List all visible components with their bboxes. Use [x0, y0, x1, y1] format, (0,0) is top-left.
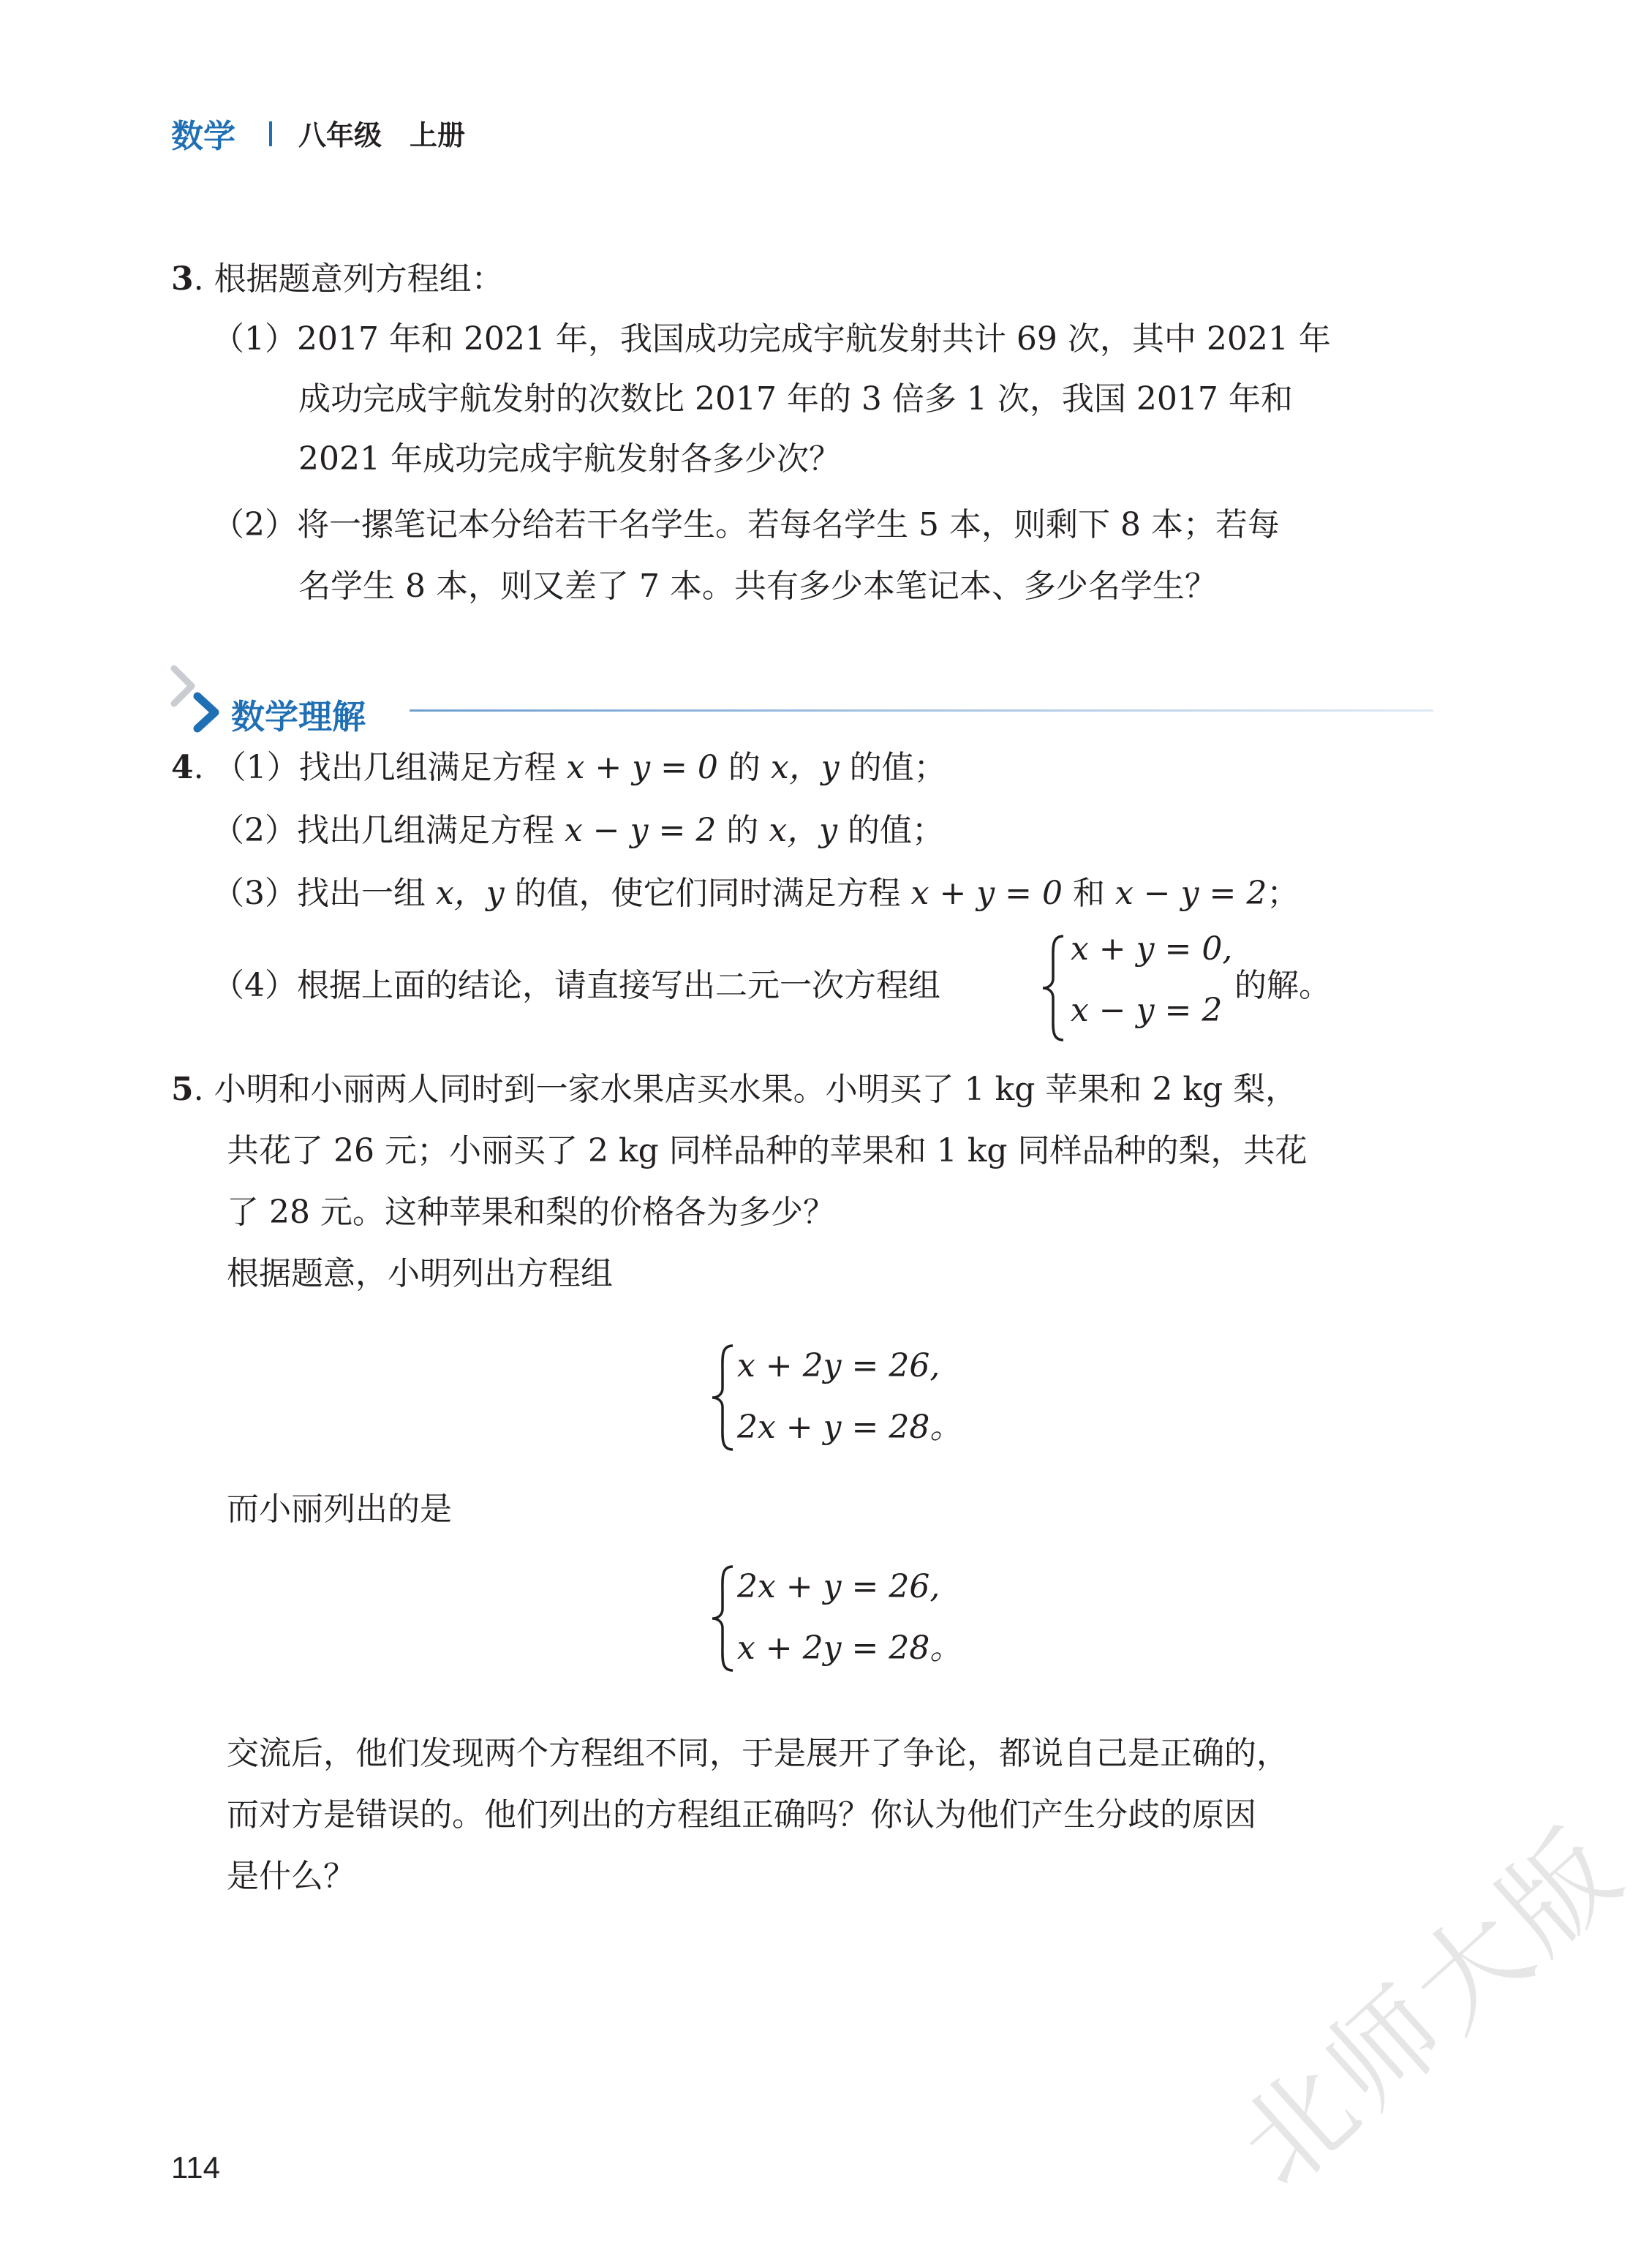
q4-system-eq1: x + y = 0,	[1071, 930, 1233, 968]
book-subject: 数学	[171, 118, 235, 155]
q4-p3-equation2: x − y = 2	[1114, 875, 1267, 912]
q4-p1-equation: x + y = 0	[566, 749, 718, 786]
q4-p1	[171, 746, 946, 790]
q4-p3	[212, 872, 1299, 916]
q5-system-a-eq2: 2x + y = 28。	[737, 1409, 962, 1446]
q4-p2-mid: 的	[716, 812, 769, 849]
q4-p1-vars: x，y	[770, 749, 840, 786]
q3-p1-line1: （1）2017 年和 2021 年，我国成功完成宇航发射共计 69 次，其中 2021 年	[212, 320, 1331, 358]
q5-line3: 了 28 元。这种苹果和梨的价格各为多少？	[227, 1194, 835, 1231]
q4-system-brace	[1038, 933, 1068, 1043]
q4-p3-pre: （3）找出一组	[212, 875, 436, 912]
q3-intro-text: . 根据题意列方程组：	[193, 260, 504, 298]
q4-p3-vars: x，y	[435, 875, 505, 912]
q3-p2-line2: 名学生 8 本，则又差了 7 本。共有多少本笔记本、多少名学生？	[298, 568, 1217, 605]
q4-p2-vars: x，y	[769, 812, 837, 849]
page-number: 114	[171, 2150, 220, 2185]
q4-p3-post: ；	[1267, 875, 1300, 912]
q5-line6: 交流后，他们发现两个方程组不同，于是展开了争论，都说自己是正确的，	[227, 1735, 1289, 1772]
q3-number: 3	[171, 260, 194, 298]
q5-system-b-eq2: x + 2y = 28。	[737, 1629, 962, 1667]
q4-p2-equation: x − y = 2	[564, 812, 717, 849]
q3-p1-line3: 2021 年成功完成宇航发射各多少次？	[298, 440, 841, 478]
q5-number: 5	[171, 1071, 194, 1108]
q4-p1-pre: . （1）找出几组满足方程	[193, 749, 567, 786]
q4-p2	[212, 809, 944, 853]
header-divider	[269, 121, 272, 146]
q4-p1-mid: 的	[717, 749, 771, 786]
q5-system-b-eq1: 2x + y = 26,	[737, 1568, 940, 1605]
q4-p3-equation1: x + y = 0	[910, 875, 1063, 912]
q4-p3-and: 和	[1063, 875, 1115, 912]
q4-number: 4	[171, 749, 194, 786]
q5-line5: 而小丽列出的是	[227, 1491, 452, 1528]
q5-line2: 共花了 26 元；小丽买了 2 kg 同样品种的苹果和 1 kg 同样品种的梨，共花	[227, 1132, 1308, 1169]
q3-p2-line1: （2）将一摞笔记本分给若干名学生。若每名学生 5 本，则剩下 8 本；若每	[212, 506, 1280, 543]
q5-system-a-brace	[708, 1343, 737, 1452]
q5-line7: 而对方是错误的。他们列出的方程组正确吗？你认为他们产生分歧的原因	[227, 1796, 1256, 1834]
book-grade: 八年级 上册	[298, 119, 466, 151]
q5-line8: 是什么？	[227, 1858, 355, 1895]
publisher-watermark: 北师大版	[1215, 1804, 1648, 2212]
q4-system-eq2: x − y = 2	[1071, 992, 1223, 1029]
section-rule	[410, 709, 1433, 712]
q3-intro	[171, 257, 504, 301]
q5-system-a-eq1: x + 2y = 26,	[737, 1347, 940, 1384]
q4-p1-post: 的值；	[839, 749, 946, 786]
q4-p3-mid: 的值，使它们同时满足方程	[504, 875, 911, 912]
q5-line1-text: . 小明和小丽两人同时到一家水果店买水果。小明买了 1 kg 苹果和 2 kg 梨，	[193, 1071, 1298, 1108]
q5-line1	[171, 1068, 1297, 1112]
section-chevron-icon	[170, 666, 228, 731]
q4-p2-pre: （2）找出几组满足方程	[212, 812, 565, 849]
q5-line4: 根据题意，小明列出方程组	[227, 1255, 613, 1292]
q4-p4-text: （4）根据上面的结论，请直接写出二元一次方程组	[212, 967, 940, 1004]
q4-p2-post: 的值；	[837, 812, 944, 849]
q4-p4-post: 的解。	[1234, 967, 1331, 1004]
section-title: 数学理解	[231, 697, 366, 736]
q3-p1-line2: 成功完成宇航发射的次数比 2017 年的 3 倍多 1 次，我国 2017 年和	[298, 380, 1293, 418]
q5-system-b-brace	[708, 1564, 737, 1673]
